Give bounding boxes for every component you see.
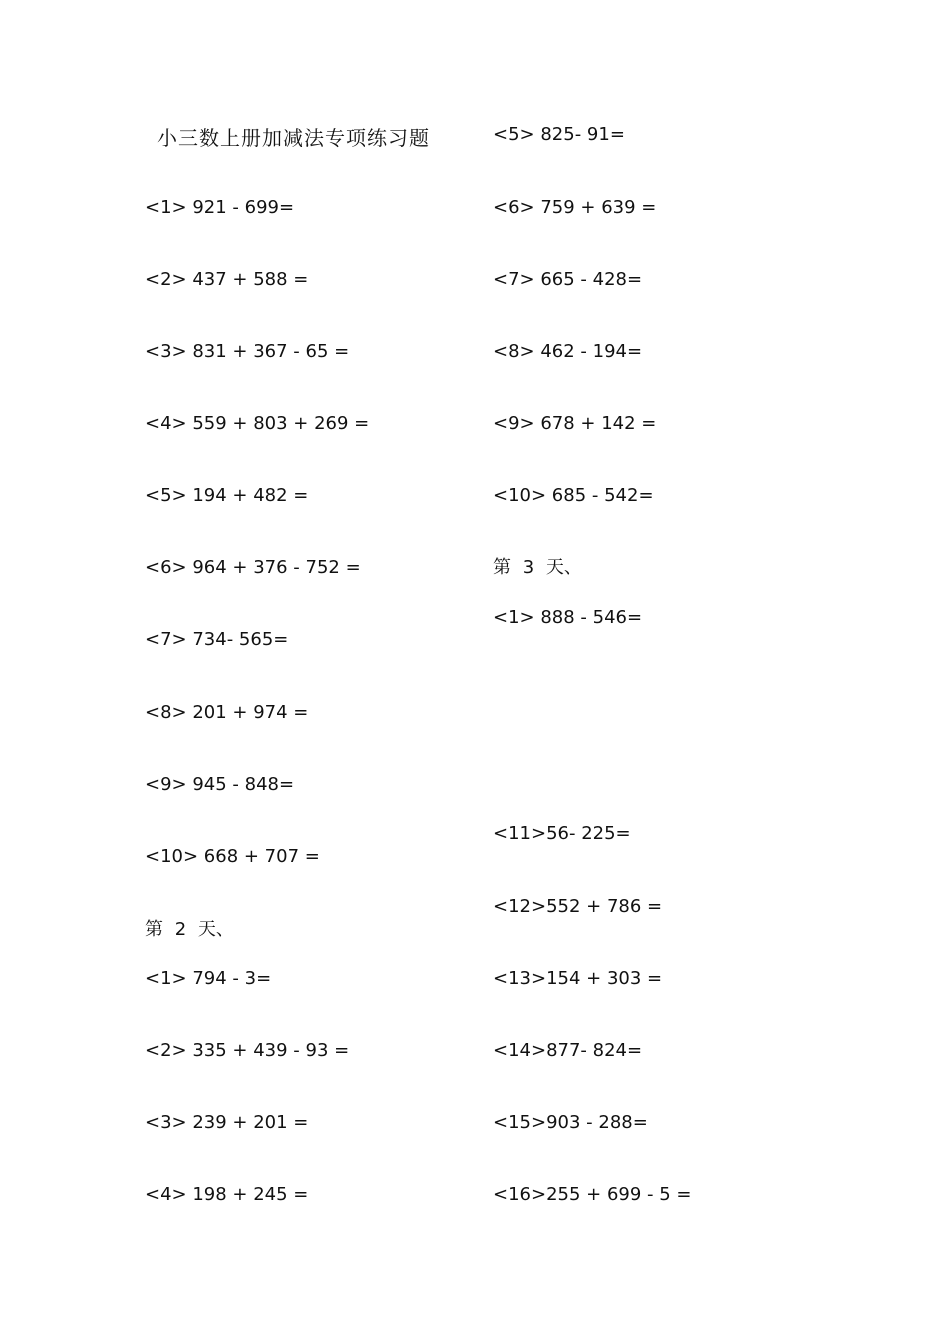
problem-item: <8> 201 + 974 = — [145, 702, 309, 723]
problem-item: <2> 335 + 439 - 93 = — [145, 1040, 350, 1061]
problem-item: <13>154 + 303 = — [493, 968, 663, 989]
problem-item: <9> 945 - 848= — [145, 774, 295, 795]
problem-item: <1> 921 - 699= — [145, 197, 295, 218]
problem-item: <8> 462 - 194= — [493, 341, 643, 362]
problem-item: <2> 437 + 588 = — [145, 269, 309, 290]
problem-item: <14>877- 824= — [493, 1040, 643, 1061]
worksheet-title: 小三数上册加减法专项练习题 — [157, 126, 430, 150]
problem-item: <7> 734- 565= — [145, 629, 289, 650]
problem-item: <10> 685 - 542= — [493, 485, 654, 506]
problem-item: <12>552 + 786 = — [493, 896, 663, 917]
problem-item: <1> 794 - 3= — [145, 968, 272, 989]
problem-item: <5> 825- 91= — [493, 124, 625, 145]
problem-item: <10> 668 + 707 = — [145, 846, 320, 867]
problem-item: <1> 888 - 546= — [493, 607, 643, 628]
problem-item: <16>255 + 699 - 5 = — [493, 1184, 692, 1205]
problem-item: <6> 759 + 639 = — [493, 197, 657, 218]
problem-item: <5> 194 + 482 = — [145, 485, 309, 506]
problem-item: <4> 559 + 803 + 269 = — [145, 413, 370, 434]
problem-item: <6> 964 + 376 - 752 = — [145, 557, 361, 578]
problem-item: <7> 665 - 428= — [493, 269, 643, 290]
problem-item: <3> 239 + 201 = — [145, 1112, 309, 1133]
problem-item: <4> 198 + 245 = — [145, 1184, 309, 1205]
problem-item: <9> 678 + 142 = — [493, 413, 657, 434]
problem-item: <15>903 - 288= — [493, 1112, 648, 1133]
day-heading: 第 3 天、 — [493, 557, 582, 578]
problem-item: <11>56- 225= — [493, 823, 631, 844]
problem-item: <3> 831 + 367 - 65 = — [145, 341, 350, 362]
day-heading: 第 2 天、 — [145, 919, 234, 940]
